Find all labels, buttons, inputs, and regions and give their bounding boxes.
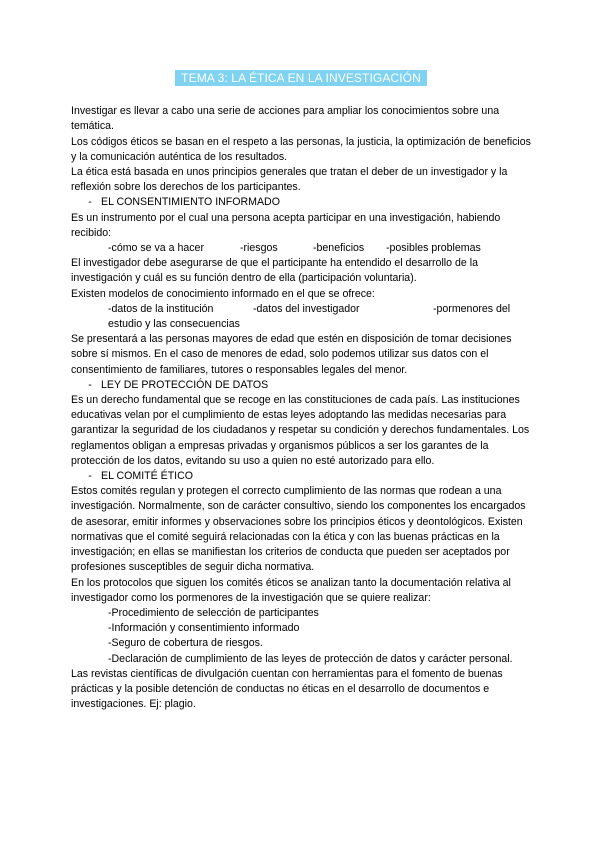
list-item: -beneficios xyxy=(313,242,365,255)
list-item: -pormenores del estudio y las consecuencias xyxy=(108,302,511,331)
page-title: TEMA 3: LA ÉTICA EN LA INVESTIGACIÓN xyxy=(175,70,427,86)
intro-paragraph-2: Los códigos éticos se basan en el respeto a las personas, la justicia, la optimización de beneficios y la comunicación auténtica de los resultados. xyxy=(71,135,531,163)
list-item: -Información y consentimiento informado xyxy=(108,622,300,635)
paragraph: Es un derecho fundamental que se recoge en las constituciones de cada país. Las instituciones educativas velan por el cumplimiento de estas leyes adoptando las medidas necesarias para garantizar la seguridad de los ciudadanos y respetar su condición y derechos fundamentales. Los reglamentos obligan a empresas privadas y organismos públicos a ser los garantes de la protección de los datos, evitando su uso a quien no esté autorizado para ello. xyxy=(71,394,530,467)
bullet-dash: - xyxy=(88,196,92,209)
bullet-dash: - xyxy=(88,378,92,391)
paragraph: Estos comités regulan y protegen el correcto cumplimiento de las normas que rodean a una investigación. Normalmente, son de carácter consultivo, siendo los componentes los encargados de asesorar, emitir informes y observaciones sobre los principios éticos y deontológicos. Existen normativas que el comité seguirá relacionadas con la ética y con las buenas prácticas en la investigación; en ellas se manifiestan los criterios de conducta que pueden ser aceptados por profesiones susceptibles de seguir dicha normativa. xyxy=(71,485,526,574)
paragraph: Las revistas científicas de divulgación cuentan con herramientas para el fomento de buenas prácticas y la posible detención de conductas no éticas en el desarrollo de documentos e investigaciones. Ej: plagio. xyxy=(71,667,503,711)
section-heading-proteccion-datos xyxy=(71,378,531,393)
paragraph: El investigador debe asegurarse de que el participante ha entendido el desarrollo de la investigación y cuál es su función dentro de ella (participación voluntaria). xyxy=(71,257,478,285)
list-item: -Seguro de cobertura de riesgos. xyxy=(108,637,263,650)
section-heading-consentimiento xyxy=(71,195,531,210)
list-item xyxy=(71,652,531,667)
intro-paragraph-1: Investigar es llevar a cabo una serie de acciones para ampliar los conocimientos sobre una temática. xyxy=(71,105,500,133)
bullet-dash: - xyxy=(88,470,92,483)
document-page xyxy=(71,70,531,712)
section-heading-text: LEY DE PROTECCIÓN DE DATOS xyxy=(101,378,269,391)
list-item: -datos de la institución xyxy=(108,302,214,315)
list-item: -posibles problemas xyxy=(386,242,481,255)
section-heading-text: EL COMITÉ ÉTICO xyxy=(101,470,194,483)
section-heading-comite-etico xyxy=(71,469,531,484)
list-item-wrapped xyxy=(71,302,531,332)
list-item: -cómo se va a hacer xyxy=(108,242,204,255)
list-item: -Procedimiento de selección de participantes xyxy=(108,606,319,619)
intro-paragraph-3: La ética está basada en unos principios generales que tratan el deber de un investigador y la reflexión sobre los derechos de los participantes. xyxy=(71,166,508,194)
paragraph: Existen modelos de conocimiento informado en el que se ofrece: xyxy=(71,287,375,300)
paragraph: En los protocolos que siguen los comités éticos se analizan tanto la documentación relativa al investigador como los pormenores de la investigación que se quiere realizar: xyxy=(71,576,511,604)
paragraph: Se presentará a las personas mayores de edad que estén en disposición de tomar decisiones sobre sí mismos. En el caso de menores de edad, solo podemos utilizar sus datos con el consentimiento de familiares, tutores o responsables legales del menor. xyxy=(71,333,512,376)
list-item: -riesgos xyxy=(240,242,278,255)
paragraph: Es un instrumento por el cual una persona acepta participar en una investigación, habiendo recibido: xyxy=(71,211,501,239)
list-row xyxy=(71,241,531,256)
list-item-text: -Declaración de cumplimiento de las leyes de protección de datos y carácter personal. xyxy=(108,652,513,665)
section-heading-text: EL CONSENTIMIENTO INFORMADO xyxy=(101,196,280,209)
list-item: -datos del investigador xyxy=(253,302,360,315)
